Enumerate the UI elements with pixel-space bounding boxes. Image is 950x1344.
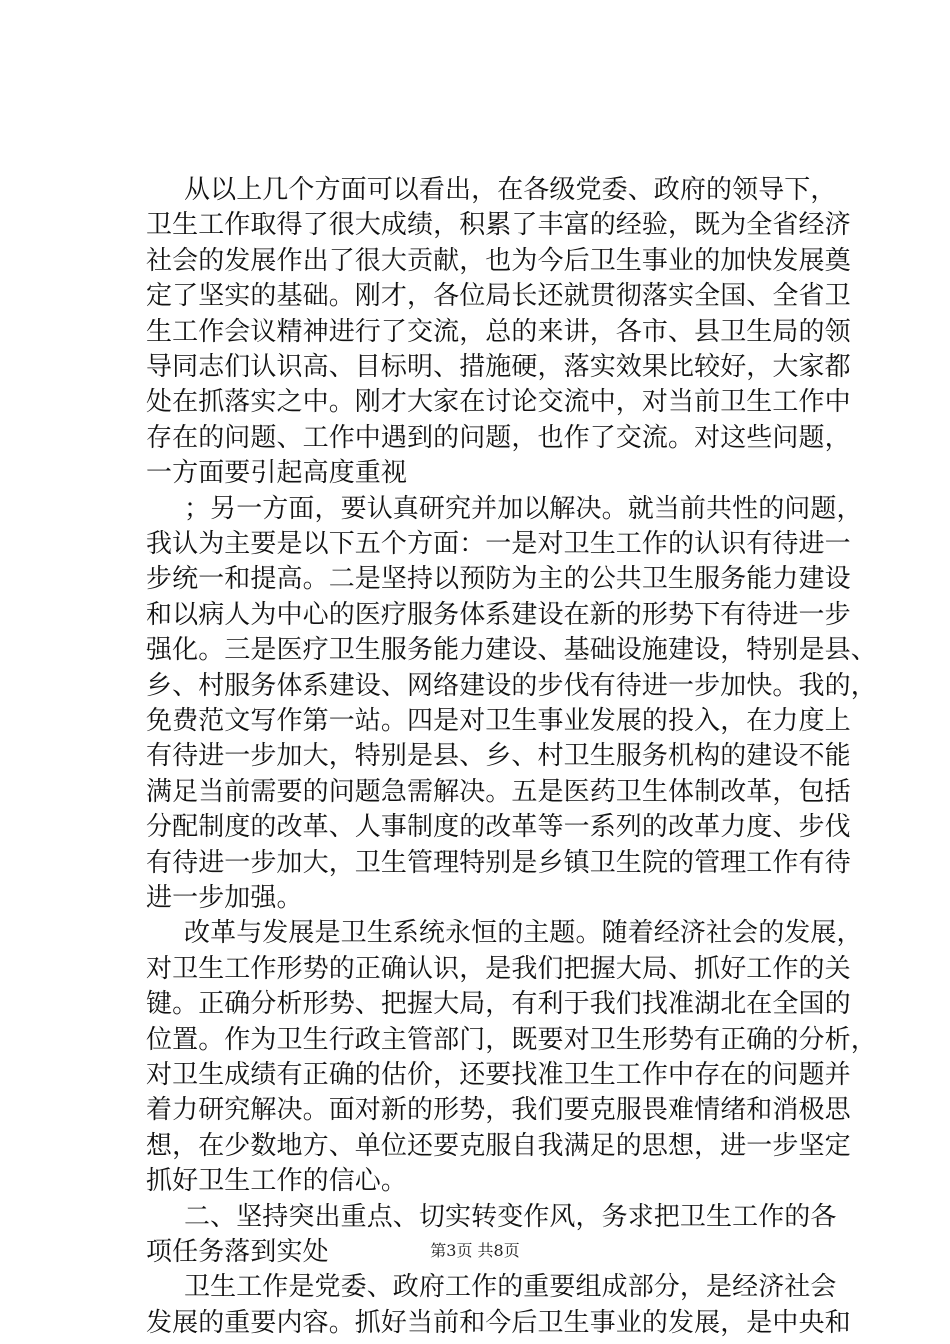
paragraph-1-line-6: 导同志们认识高、目标明、措施硬，落实效果比较好，大家都 — [146, 352, 851, 382]
paragraph-3-line-3: 键。正确分析形势、把握大局，有利于我们找准湖北在全国的 — [146, 989, 851, 1020]
paragraph-1-line-4: 定了坚实的基础。刚才，各位局长还就贯彻落实全国、全省卫 — [146, 281, 851, 312]
paragraph-1-line-2: 卫生工作取得了很大成绩，积累了丰富的经验，既为全省经济 — [146, 210, 851, 241]
paragraph-1-line-5: 生工作会议精神进行了交流，总的来讲，各市、县卫生局的领 — [146, 316, 851, 347]
paragraph-3-line-1: 改革与发展是卫生系统永恒的主题。随着经济社会的发展， — [184, 918, 863, 949]
section-heading-line-2: 项任务落到实处 — [146, 1237, 329, 1267]
page-footer: 第3页 共8页 — [430, 1241, 520, 1260]
paragraph-4-line-2: 发展的重要内容。抓好当前和今后卫生事业的发展，是中央和 — [146, 1307, 851, 1338]
paragraph-3-line-4: 位置。作为卫生行政主管部门，既要对卫生形势有正确的分析， — [146, 1024, 877, 1055]
paragraph-3-line-7: 想，在少数地方、单位还要克服自我满足的思想，进一步坚定 — [146, 1130, 851, 1161]
paragraph-2-line-1: ；另一方面，要认真研究并加以解决。就当前共性的问题， — [184, 493, 863, 524]
paragraph-2-line-4: 和以病人为中心的医疗服务体系建设在新的形势下有待进一步 — [146, 599, 851, 630]
paragraph-3-line-5: 对卫生成绩有正确的估价，还要找准卫生工作中存在的问题并 — [146, 1060, 851, 1090]
paragraph-2-line-2: 我认为主要是以下五个方面：一是对卫生工作的认识有待进一 — [146, 529, 851, 559]
paragraph-2-line-3: 步统一和提高。二是坚持以预防为主的公共卫生服务能力建设 — [146, 564, 851, 595]
paragraph-2-line-10: 分配制度的改革、人事制度的改革等一系列的改革力度、步伐 — [146, 812, 851, 843]
paragraph-3-line-6: 着力研究解决。面对新的形势，我们要克服畏难情绪和消极思 — [146, 1095, 851, 1126]
section-heading-line-1: 二、坚持突出重点、切实转变作风，务求把卫生工作的各 — [184, 1201, 837, 1232]
paragraph-2-line-5: 强化。三是医疗卫生服务能力建设、基础设施建设，特别是县、 — [146, 635, 877, 666]
paragraph-2-line-8: 有待进一步加大，特别是县、乡、村卫生服务机构的建设不能 — [146, 741, 851, 772]
paragraph-1-line-9: 一方面要引起高度重视 — [146, 458, 408, 489]
paragraph-3-line-2: 对卫生工作形势的正确认识，是我们把握大局、抓好工作的关 — [146, 953, 851, 984]
paragraph-2-line-12: 进一步加强。 — [146, 883, 303, 913]
paragraph-1-line-7: 处在抓落实之中。刚才大家在讨论交流中，对当前卫生工作中 — [146, 387, 851, 418]
paragraph-4-line-1: 卫生工作是党委、政府工作的重要组成部分，是经济社会 — [184, 1272, 837, 1303]
paragraph-3-line-8: 抓好卫生工作的信心。 — [146, 1166, 408, 1197]
paragraph-2-line-7: 免费范文写作第一站。四是对卫生事业发展的投入，在力度上 — [146, 706, 851, 736]
paragraph-2-line-9: 满足当前需要的问题急需解决。五是医药卫生体制改革，包括 — [146, 776, 851, 807]
paragraph-1-line-8: 存在的问题、工作中遇到的问题，也作了交流。对这些问题， — [146, 422, 851, 453]
paragraph-1-line-1: 从以上几个方面可以看出，在各级党委、政府的领导下， — [184, 175, 837, 205]
paragraph-2-line-6: 乡、村服务体系建设、网络建设的步伐有待进一步加快。我的， — [146, 670, 877, 701]
paragraph-1-line-3: 社会的发展作出了很大贡献，也为今后卫生事业的加快发展奠 — [146, 245, 851, 276]
paragraph-2-line-11: 有待进一步加大，卫生管理特别是乡镇卫生院的管理工作有待 — [146, 847, 851, 878]
